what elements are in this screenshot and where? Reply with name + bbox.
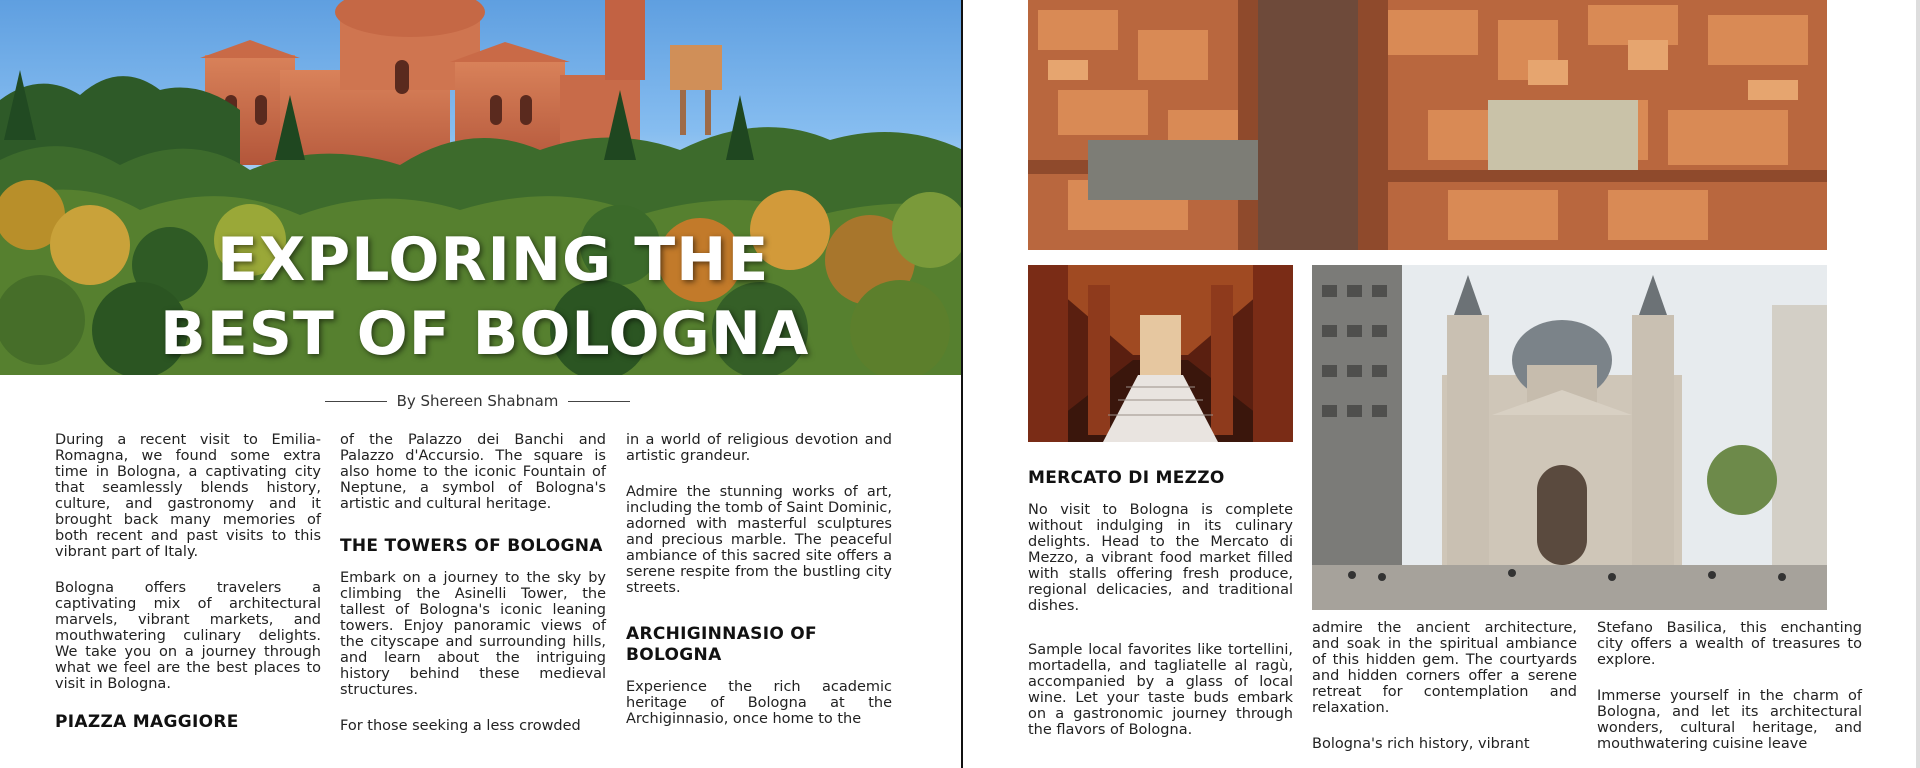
section-heading-piazza-maggiore: PIAZZA MAGGIORE <box>55 712 239 732</box>
article-title-line1: EXPLORING THE <box>217 225 770 295</box>
paragraph: admire the ancient architecture, and soak in the spiritual ambiance of this hidden gem. The courtyards and hidden corners offer a serene retreat for contemplation and relaxation. <box>1312 620 1577 716</box>
paragraph: Bologna's rich history, vibrant <box>1312 736 1530 752</box>
right-column-2 <box>1312 620 1577 768</box>
left-column-3 <box>626 432 892 747</box>
paragraph: in a world of religious devotion and artistic grandeur. <box>626 432 892 464</box>
article-title-line2: BEST OF BOLOGNA <box>160 299 810 369</box>
aerial-rooftops-illustration <box>1028 0 1827 250</box>
paragraph: For those seeking a less crowded <box>340 718 581 734</box>
byline <box>325 392 630 410</box>
paragraph: of the Palazzo dei Banchi and Palazzo d'Accursio. The square is also home to the iconic Fountain of Neptune, a symbol of Bologna's artistic and cultural heritage. <box>340 432 606 512</box>
paragraph: Embark on a journey to the sky by climbing the Asinelli Tower, the tallest of Bologna's iconic leaning towers. Enjoy panoramic views of the cityscape and surrounding hills, and learn about the intriguing history behind these medieval structures. <box>340 570 606 698</box>
right-column-3 <box>1597 620 1862 768</box>
left-column-1 <box>55 432 321 746</box>
paragraph: Bologna offers travelers a captivating mix of architectural marvels, vibrant markets, and mouthwatering culinary delights. We take you on a journey through what we feel are the best places to visit in Bologna. <box>55 580 321 692</box>
paragraph: No visit to Bologna is complete without indulging in its culinary delights. Head to the Mercato di Mezzo, a vibrant food market filled with stalls offering fresh produce, regional delicacies, and traditional dishes. <box>1028 502 1293 614</box>
section-heading-mercato: MERCATO DI MEZZO <box>1028 468 1225 488</box>
paragraph: During a recent visit to Emilia-Romagna, we found some extra time in Bologna, a captivating city that seamlessly blends history, culture, and gastronomy and it brought back many memories of both recent and past visits to this vibrant part of Italy. <box>55 432 321 560</box>
basilica-illustration <box>1312 265 1827 610</box>
byline-text: By Shereen Shabnam <box>396 392 559 410</box>
aerial-rooftops-photo <box>1028 0 1827 250</box>
paragraph: Experience the rich academic heritage of Bologna at the Archiginnasio, once home to the <box>626 679 892 727</box>
paragraph: Immerse yourself in the charm of Bologna, and let its architectural wonders, cultural heritage, and mouthwatering cuisine leave <box>1597 688 1862 752</box>
hero-image <box>0 0 963 375</box>
paragraph: Admire the stunning works of art, including the tomb of Saint Dominic, adorned with masterful sculptures and precious marble. The peaceful ambiance of this sacred site offers a serene respite from the bustling city streets. <box>626 484 892 596</box>
byline-rule-left <box>325 401 387 402</box>
section-heading-archiginnasio: ARCHIGINNASIO OF BOLOGNA <box>626 624 817 665</box>
right-page <box>965 0 1920 768</box>
portico-photo <box>1028 265 1293 442</box>
article-title <box>160 223 920 371</box>
right-page-edge <box>1916 0 1920 768</box>
paragraph: Sample local favorites like tortellini, mortadella, and tagliatelle al ragù, accompanied by a glass of local wine. Let your taste buds embark on a gastronomic journey through the flavors of Bologna. <box>1028 642 1293 738</box>
section-heading-towers: THE TOWERS OF BOLOGNA <box>340 536 603 556</box>
byline-rule-right <box>568 401 630 402</box>
portico-illustration <box>1028 265 1293 442</box>
paragraph: Stefano Basilica, this enchanting city offers a wealth of treasures to explore. <box>1597 620 1862 668</box>
page-spine <box>961 0 963 768</box>
basilica-photo <box>1312 265 1827 610</box>
left-column-2 <box>340 432 606 754</box>
right-column-1 <box>1028 468 1293 758</box>
